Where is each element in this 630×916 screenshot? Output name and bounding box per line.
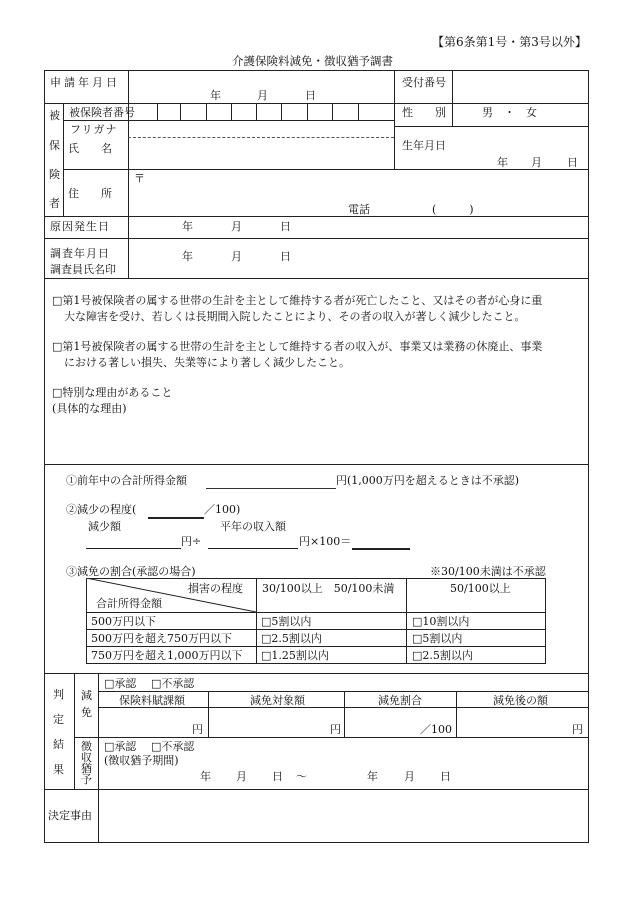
deferral-start-year: 年: [200, 770, 211, 783]
row-2-c2[interactable]: □5割以内: [412, 632, 463, 645]
deferral-end-month: 月: [404, 770, 415, 783]
after-yen: 円: [572, 723, 583, 736]
rate-per100: ／100: [420, 723, 452, 736]
yen-divide: 円÷: [181, 535, 202, 548]
application-day: 日: [305, 89, 316, 102]
application-year: 年: [210, 89, 221, 102]
cause-date-label: 原因発生日: [50, 220, 110, 233]
receipt-no-label: 受付番号: [402, 76, 446, 89]
reduced-amount-label: 減少額: [88, 520, 121, 533]
normal-income-label: 平年の収入額: [220, 520, 286, 533]
insured-no-label: 被保険者番号: [69, 106, 135, 119]
row-3-c2[interactable]: □2.5割以内: [412, 649, 473, 662]
insured-letter-2: 保: [49, 139, 60, 152]
reason-3-line-2: (具体的な理由): [52, 402, 127, 415]
insured-letter-4: 者: [49, 197, 60, 210]
reason-2-line-1[interactable]: □第1号被保険者の属する世帯の生計を主として維持する者の収入が、事業又は業務の休廃止、事業: [52, 340, 543, 353]
deferral-start-day: 日: [272, 770, 283, 783]
deferral-reject[interactable]: □不承認: [151, 740, 195, 753]
postal-mark: 〒: [134, 172, 145, 185]
reason-1-line-2: 大な障害を受け、若しくは長期間入院したことにより、その者の収入が著しく減少したこと。: [64, 310, 526, 323]
deferral-end-year: 年: [367, 770, 378, 783]
result-letter-3: 結: [53, 738, 64, 751]
row-2-label: 500万円を超え750万円以下: [91, 632, 232, 645]
reason-1-line-1[interactable]: □第1号被保険者の属する世帯の生計を主として維持する者が死亡したこと、又はその者が心身に重: [52, 294, 543, 307]
col-after-header: 減免後の額: [493, 694, 548, 707]
col-rate-header: 減免割合: [378, 694, 422, 707]
surveyor-label: 調査員氏名印: [50, 263, 116, 276]
col-target-header: 減免対象額: [250, 694, 305, 707]
yen-times: 円×100＝: [299, 535, 352, 548]
exemption-reject[interactable]: □不承認: [151, 677, 195, 690]
form-frame: [44, 70, 589, 843]
application-date-label: 申請年月日: [50, 76, 120, 89]
prior-income-suffix: 円(1,000万円を超えるときは不承認): [336, 474, 520, 487]
col-taxed-header: 保険料賦課額: [119, 694, 185, 707]
survey-date-label: 調査年月日: [50, 247, 110, 260]
row-1-c2[interactable]: □10割以内: [412, 615, 470, 628]
gender-value[interactable]: 男 ・ 女: [482, 106, 537, 119]
birth-day: 日: [567, 156, 578, 169]
exemption-approve[interactable]: □承認: [104, 677, 137, 690]
deferral-start-month: 月: [236, 770, 247, 783]
furigana-label: フリガナ: [70, 123, 118, 136]
article-tag: 【第6条第1号・第3号以外】: [432, 35, 587, 49]
cause-year: 年: [182, 220, 193, 233]
deferral-approve[interactable]: □承認: [104, 740, 137, 753]
cause-day: 日: [280, 220, 291, 233]
decision-reason-field[interactable]: [99, 790, 588, 842]
cause-month: 月: [231, 220, 242, 233]
deferral-end-day: 日: [440, 770, 451, 783]
decision-reason-label: 決定事由: [48, 809, 92, 822]
exemption-rate-label: ③減免の割合(承認の場合): [66, 565, 196, 578]
table-diag-bottom: 合計所得金額: [96, 597, 162, 610]
birth-month: 月: [531, 156, 542, 169]
address-label: 住 所: [68, 187, 112, 200]
birth-label: 生年月日: [402, 139, 446, 152]
row-3-c1[interactable]: □1.25割以内: [261, 649, 329, 662]
result-letter-2: 定: [53, 713, 64, 726]
result-letter-4: 果: [53, 763, 64, 776]
col1-header: 30/100以上 50/100未満: [262, 582, 395, 595]
survey-day: 日: [280, 250, 291, 263]
table-diag-top: 損害の程度: [188, 582, 243, 595]
taxed-yen: 円: [192, 723, 203, 736]
phone-paren: ( ): [432, 203, 474, 216]
reason-2-line-2: における著しい損失、失業等により著しく減少したこと。: [64, 356, 350, 369]
deferral-period-label: (徴収猶予期間): [104, 754, 179, 767]
insured-letter-3: 険: [49, 168, 60, 181]
result-letter-1: 判: [53, 688, 64, 701]
reduction-degree-label: ②減少の程度(: [66, 503, 137, 516]
reason-3-line-1[interactable]: □特別な理由があること: [52, 386, 173, 399]
col2-header: 50/100以上: [450, 582, 511, 595]
deferral-letter-3: 猶: [81, 762, 92, 775]
row-3-label: 750万円を超え1,000万円以下: [91, 649, 243, 662]
name-label: 氏 名: [68, 142, 112, 155]
survey-year: 年: [182, 250, 193, 263]
application-month: 月: [257, 89, 268, 102]
reduction-degree-suffix: ／100): [204, 503, 241, 516]
page-title: 介護保険料減免・徴収猶予調書: [232, 54, 393, 68]
row-1-c1[interactable]: □5割以内: [261, 615, 312, 628]
exemption-letter-2: 免: [81, 706, 92, 719]
target-yen: 円: [330, 723, 341, 736]
gender-label: 性 別: [402, 106, 446, 119]
row-1-label: 500万円以下: [91, 615, 156, 628]
deferral-letter-2: 収: [81, 751, 92, 764]
phone-label: 電話: [348, 203, 370, 216]
birth-year: 年: [497, 156, 508, 169]
exemption-letter-1: 減: [81, 689, 92, 702]
row-2-c1[interactable]: □2.5割以内: [261, 632, 322, 645]
exemption-rate-note: ※30/100未満は不承認: [430, 565, 546, 578]
deferral-letter-4: 予: [81, 773, 92, 786]
deferral-tilde: ～: [296, 770, 307, 783]
insured-letter-1: 被: [49, 109, 60, 122]
prior-income-label: ①前年中の合計所得金額: [66, 474, 187, 487]
survey-month: 月: [231, 250, 242, 263]
deferral-letter-1: 徴: [81, 740, 92, 753]
